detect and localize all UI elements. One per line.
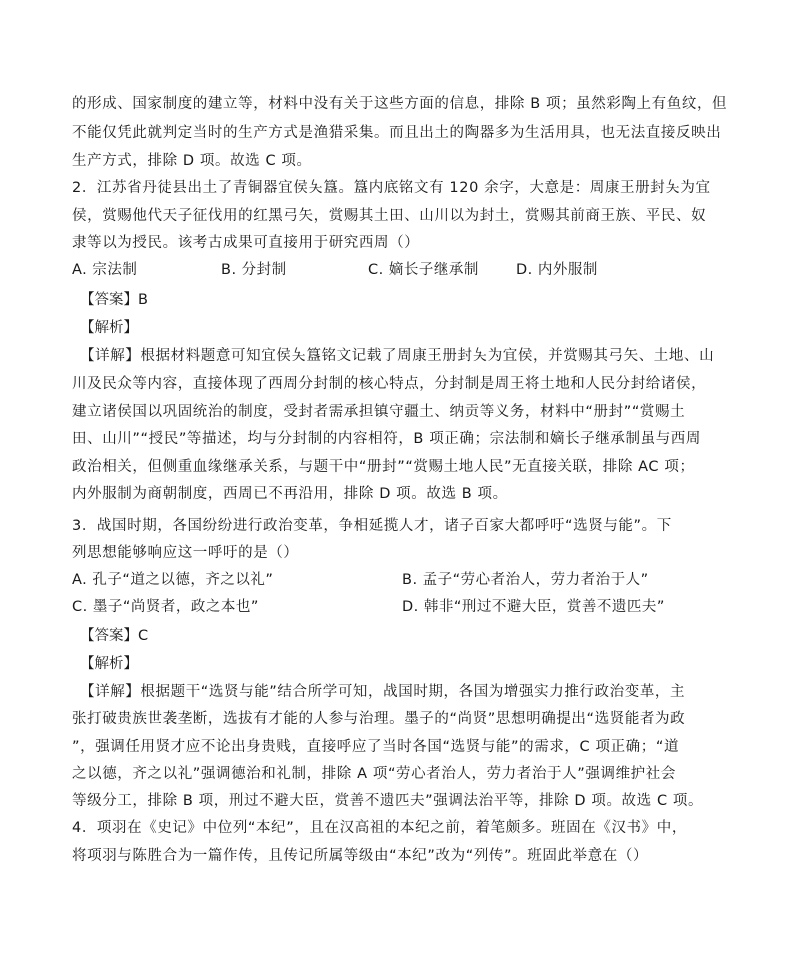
detail-line: 内外服制为商朝制度，西周已不再沿用，排除 D 项。故选 B 项。 — [72, 486, 508, 502]
question-2-stem: 隶等以为授民。该考古成果可直接用于研究西周（） — [72, 235, 420, 251]
option-c: C. 墨子“尚贤者，政之本也” — [72, 599, 259, 615]
option-b: B. 孟子“劳心者治人，劳力者治于人” — [402, 572, 649, 588]
detail-line: 等级分工，排除 B 项，刑过不避大臣，赏善不遗匹夫”强调法治平等，排除 D 项。故选 C 项。 — [72, 793, 704, 809]
question-2-stem: 侯，赏赐他代天子征伐用的红黑弓矢，赏赐其土田、山川以为封土，赏赐其前商王族、平民、奴 — [72, 208, 707, 224]
text-line: 的形成、国家制度的建立等，材料中没有关于这些方面的信息，排除 B 项；虽然彩陶上有鱼纹，但 — [72, 96, 728, 112]
analysis-label: 【解析】 — [80, 320, 138, 336]
detail-line: ”，强调任用贤才应不论出身贵贱，直接呼应了当时各国“选贤与能”的需求，C 项正确；“道 — [72, 739, 680, 755]
analysis-label: 【解析】 — [80, 656, 138, 672]
question-4-stem: 将项羽与陈胜合为一篇作传，且传记所属等级由“本纪”改为“列传”。班固此举意在（） — [72, 848, 649, 864]
detail-line: 张打破贵族世袭垄断，选拔有才能的人参与治理。墨子的“尚贤”思想明确提出“选贤能者为政 — [72, 711, 686, 727]
question-4-stem: 4．项羽在《史记》中位列“本纪”，且在汉高祖的本纪之前，着笔颇多。班固在《汉书》中， — [72, 820, 687, 836]
answer-label: 【答案】C — [80, 628, 149, 644]
option-d: D. 内外服制 — [516, 262, 598, 278]
detail-line: 川及民众等内容，直接体现了西周分封制的核心特点，分封制是周王将土地和人民分封给诸侯， — [72, 376, 707, 392]
option-b: B. 分封制 — [221, 262, 287, 278]
text-line: 生产方式，排除 D 项。故选 C 项。 — [72, 153, 312, 169]
detail-line: 之以德，齐之以礼”强调德治和礼制，排除 A 项“劳心者治人，劳力者治于人”强调维护社会 — [72, 766, 676, 782]
option-a: A. 孔子“道之以德，齐之以礼” — [72, 572, 274, 588]
answer-label: 【答案】B — [80, 292, 148, 308]
question-2-stem: 2．江苏省丹徒县出土了青铜器宜侯夨簋。簋内底铭文有 120 余字，大意是：周康王册封夨为宜 — [72, 180, 711, 196]
option-a: A. 宗法制 — [72, 262, 138, 278]
question-3-stem: 3．战国时期，各国纷纷进行政治变革，争相延揽人才，诸子百家大都呼吁“选贤与能”。下 — [72, 518, 672, 534]
detail-line: 建立诸侯国以巩固统治的制度，受封者需承担镇守疆土、纳贡等义务，材料中“册封”“赏赐土 — [72, 404, 686, 420]
detail-line: 【详解】根据材料题意可知宜侯夨簋铭文记载了周康王册封夨为宜侯，并赏赐其弓矢、土地、山 — [80, 348, 715, 364]
detail-line: 【详解】根据题干“选贤与能”结合所学可知，战国时期，各国为增强实力推行政治变革，主 — [80, 684, 686, 700]
question-3-stem: 列思想能够响应这一呼吁的是（） — [72, 545, 299, 561]
detail-line: 田、山川”“授民”等描述，均与分封制的内容相符，B 项正确；宗法制和嫡长子继承制虽与西周 — [72, 431, 701, 447]
text-line: 不能仅凭此就判定当时的生产方式是渔猎采集。而且出土的陶器多为生活用具，也无法直接反映出 — [72, 125, 722, 141]
option-c: C. 嫡长子继承制 — [368, 262, 479, 278]
option-d: D. 韩非“刑过不避大臣，赏善不遗匹夫” — [402, 599, 665, 615]
detail-line: 政治相关，但侧重血缘继承关系，与题干中“册封”“赏赐土地人民”无直接关联，排除 AC 项； — [72, 459, 695, 475]
